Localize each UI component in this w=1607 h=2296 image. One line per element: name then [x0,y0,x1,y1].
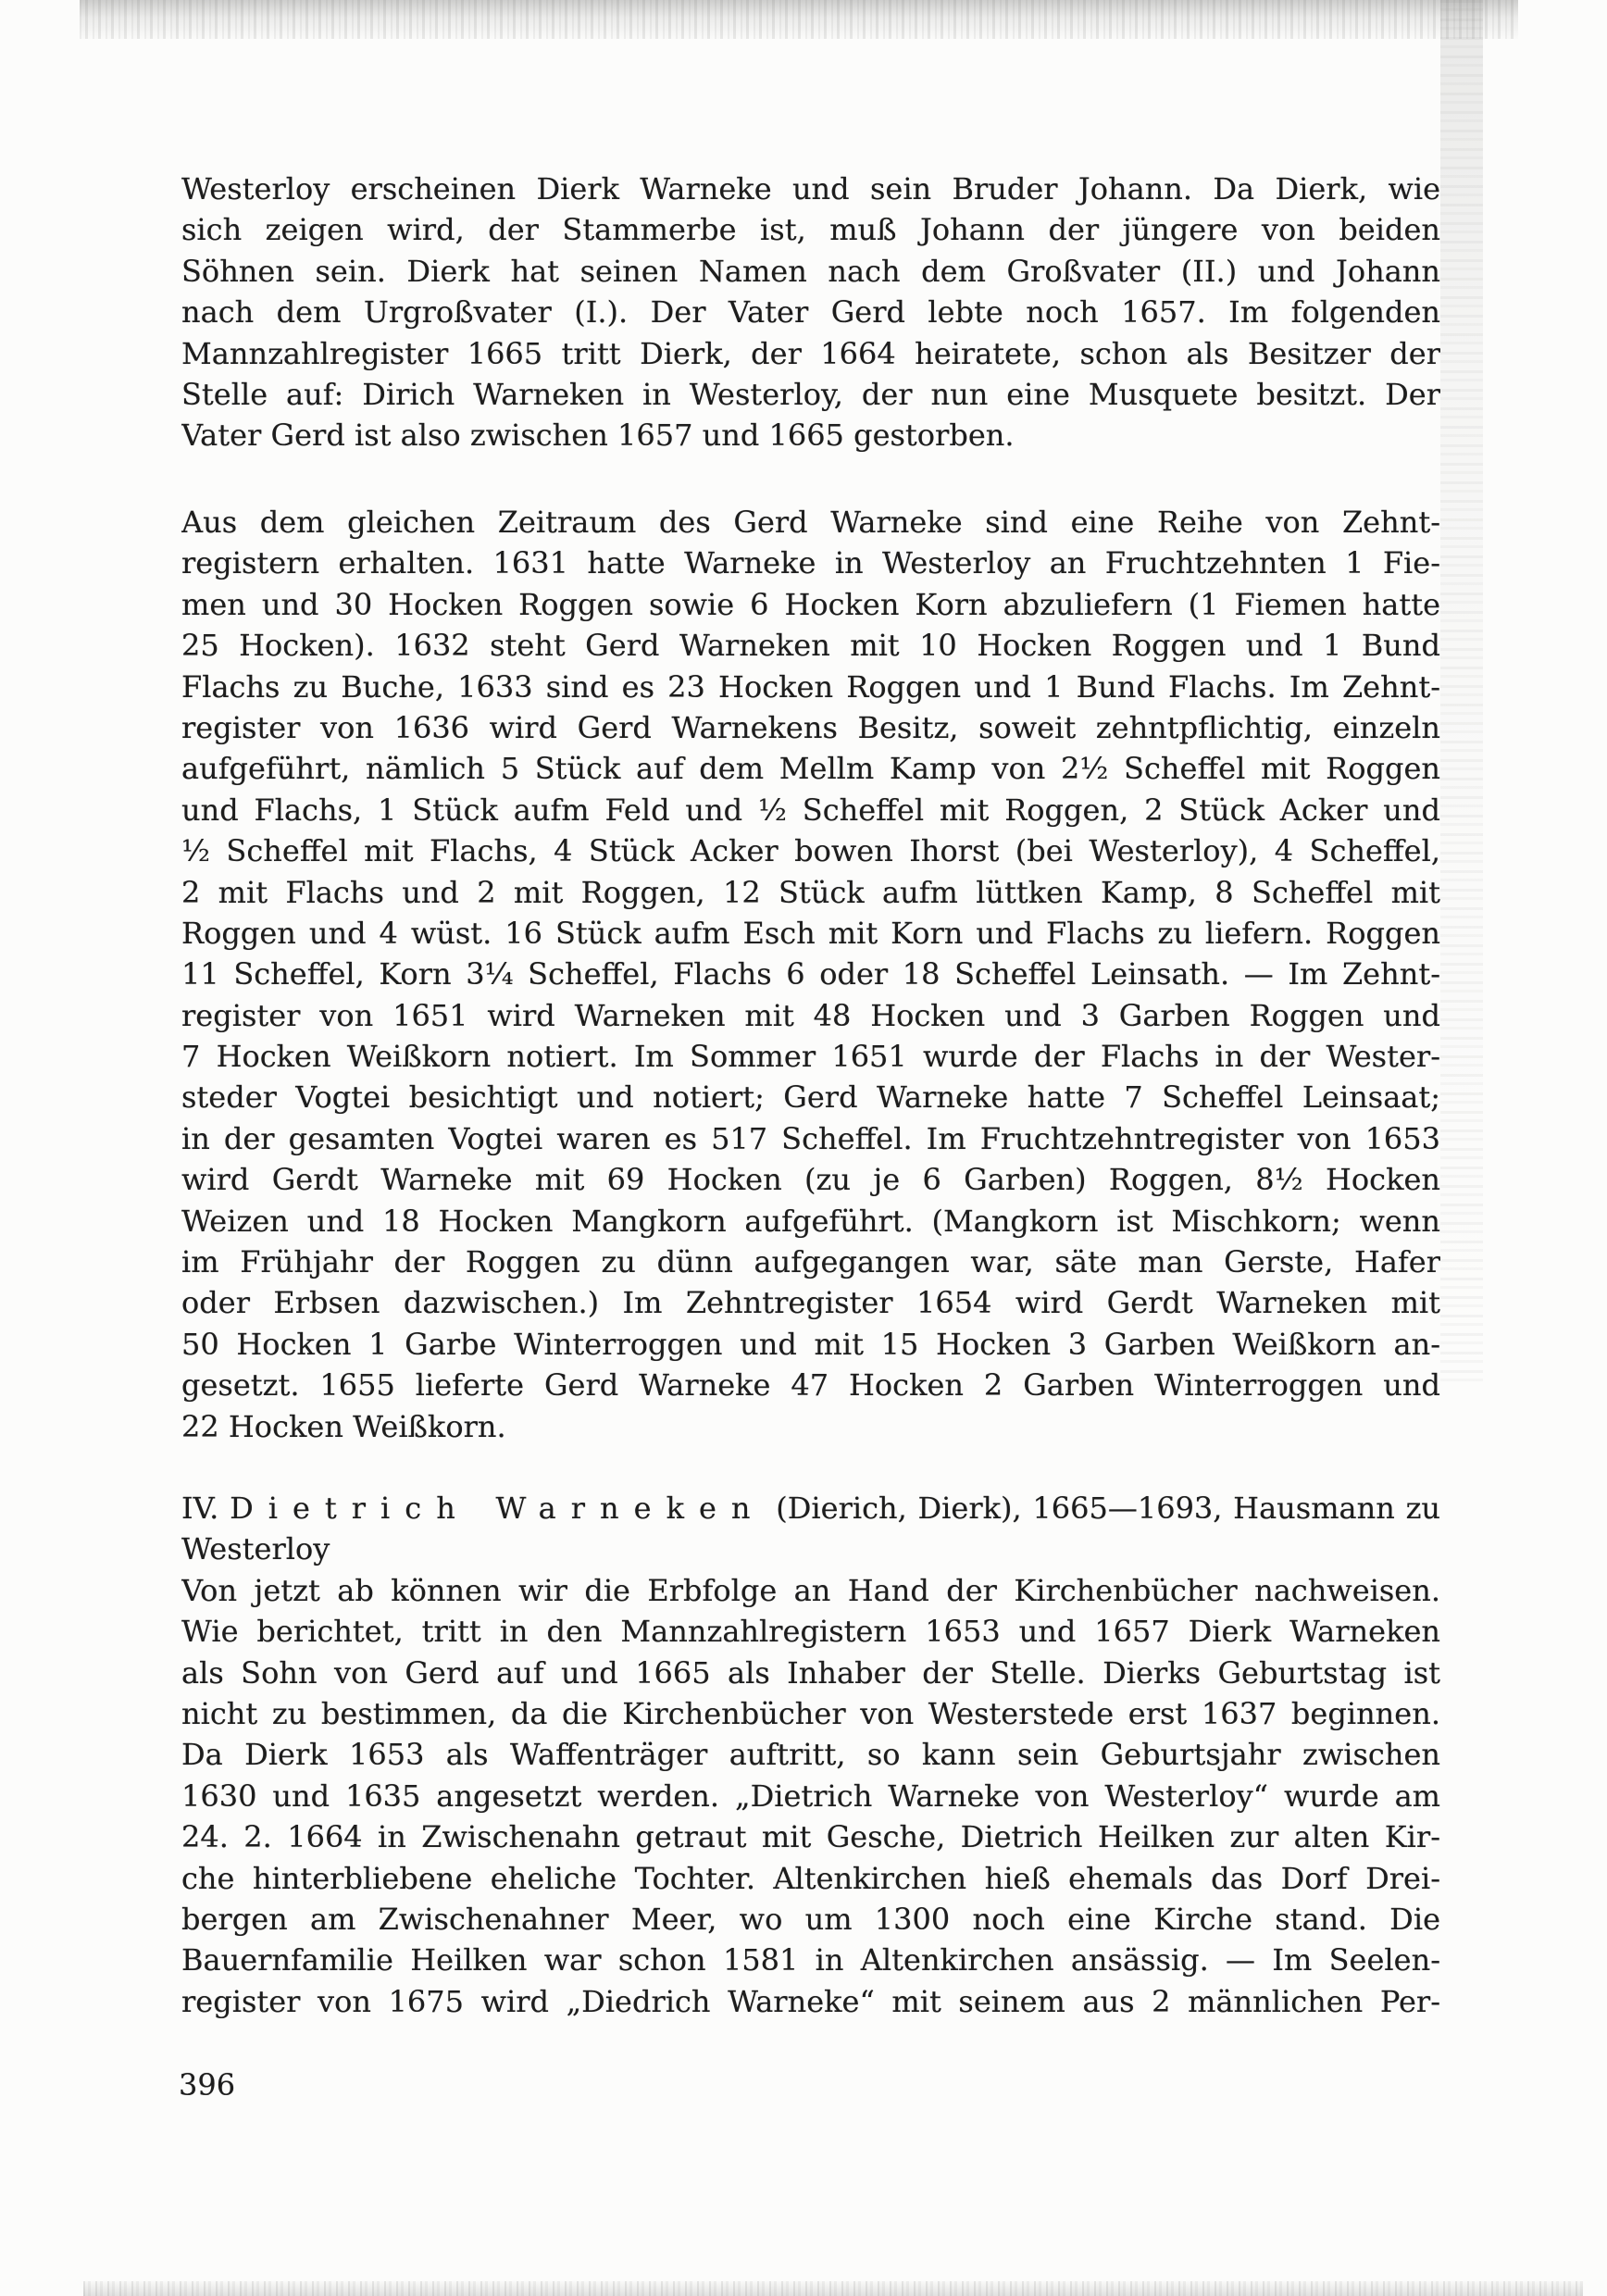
text-line: che hinterbliebene eheliche Tochter. Altenkirchen hieß ehemals das Dorf Drei- [181,1860,1440,1896]
text-line: Roggen und 4 wüst. 16 Stück aufm Esch mit Korn und Flachs zu liefern. Roggen [181,915,1440,951]
text-line: oder Erbsen dazwischen.) Im Zehntregister 1654 wird Gerdt Warneken mit [181,1285,1440,1321]
text-line: Da Dierk 1653 als Waffenträger auftritt, so kann sein Geburtsjahr zwischen [181,1737,1440,1773]
text-line: Flachs zu Buche, 1633 sind es 23 Hocken Roggen und 1 Bund Flachs. Im Zehnt- [181,668,1440,705]
text-line: 11 Scheffel, Korn 3¹⁄₄ Scheffel, Flachs 6 oder 18 Scheffel Leinsath. — Im Zehnt- [181,956,1440,992]
text-line: 25 Hocken). 1632 steht Gerd Warneken mit 10 Hocken Roggen und 1 Bund [181,628,1440,664]
text-line: 7 Hocken Weißkorn notiert. Im Sommer 1651 wurde der Flachs in der Wester- [181,1039,1440,1075]
text-line: Von jetzt ab können wir die Erbfolge an Hand der Kirchenbücher nachweisen. [181,1572,1440,1608]
scan-artifact-top-band [80,0,1518,39]
text-line: wird Gerdt Warneke mit 69 Hocken (zu je 6 Garben) Roggen, 8¹⁄₂ Hocken [181,1162,1440,1198]
text-line: in der gesamten Vogtei waren es 517 Scheffel. Im Fruchtzehntregister von 1653 [181,1120,1440,1156]
text-line: gesetzt. 1655 lieferte Gerd Warneke 47 Hocken 2 Garben Winterroggen und [181,1367,1440,1404]
section-numeral: IV. [181,1491,219,1526]
text-line: registern erhalten. 1631 hatte Warneke in Westerloy an Fruchtzehnten 1 Fie- [181,545,1440,581]
text-line: aufgeführt, nämlich 5 Stück auf dem Mellm Kamp von 2¹⁄₂ Scheffel mit Roggen [181,751,1440,787]
text-line: Aus dem gleichen Zeitraum des Gerd Warneke sind eine Reihe von Zehnt- [181,505,1440,540]
section-heading-line2: Westerloy [181,1531,330,1567]
text-line: sich zeigen wird, der Stammerbe ist, muß Johann der jüngere von beiden [181,212,1440,248]
text-line: steder Vogtei besichtigt und notiert; Gerd Warneke hatte 7 Scheffel Leinsaat; [181,1079,1440,1116]
text-line: 2 mit Flachs und 2 mit Roggen, 12 Stück aufm lüttken Kamp, 8 Scheffel mit [181,874,1440,910]
text-line: Weizen und 18 Hocken Mangkorn aufgeführt. (Mangkorn ist Mischkorn; wenn [181,1203,1440,1239]
text-line: Vater Gerd ist also zwischen 1657 und 1665 gestorben. [181,418,1015,454]
text-line: 24. 2. 1664 in Zwischenahn getraut mit Gesche, Dietrich Heilken zur alten Kir- [181,1819,1440,1855]
text-line: Wie berichtet, tritt in den Mannzahlregistern 1653 und 1657 Dierk Warneken [181,1614,1440,1650]
text-line: men und 30 Hocken Roggen sowie 6 Hocken Korn abzuliefern (1 Fiemen hatte [181,586,1440,622]
text-line: im Frühjahr der Roggen zu dünn aufgegangen war, säte man Gerste, Hafer [181,1244,1440,1280]
text-line: als Sohn von Gerd auf und 1665 als Inhaber der Stelle. Dierks Geburtstag ist [181,1654,1440,1691]
text-line: nach dem Urgroßvater (I.). Der Vater Gerd lebte noch 1657. Im folgenden [181,294,1440,331]
text-line: 1630 und 1635 angesetzt werden. „Dietrich Warneke von Westerloy“ wurde am [181,1778,1440,1814]
page-number: 396 [179,2067,236,2103]
text-line: register von 1636 wird Gerd Warnekens Besitz, soweit zehntpflichtig, einzeln [181,709,1440,745]
text-line: nicht zu bestimmen, da die Kirchenbücher von Westerstede erst 1637 beginnen. [181,1695,1440,1731]
section-person-name: Dietrich Warneken [230,1491,766,1526]
section-heading-suffix: (Dierich, Dierk), 1665—1693, Hausmann zu [776,1491,1440,1526]
scan-artifact-right-band [1440,0,1483,1389]
text-line: 50 Hocken 1 Garbe Winterroggen und mit 15 Hocken 3 Garben Weißkorn an- [181,1326,1440,1362]
text-line: Mannzahlregister 1665 tritt Dierk, der 1664 heiratete, schon als Besitzer der [181,335,1440,371]
section-body [181,1570,1440,2022]
text-line: register von 1651 wird Warneken mit 48 Hocken und 3 Garben Roggen und [181,997,1440,1033]
text-line: ¹⁄₂ Scheffel mit Flachs, 4 Stück Acker bowen Ihorst (bei Westerloy), 4 Scheffel, [181,833,1440,869]
text-line: und Flachs, 1 Stück aufm Feld und ¹⁄₂ Scheffel mit Roggen, 2 Stück Acker und [181,792,1440,828]
scan-artifact-bottom-band [83,2281,1583,2296]
text-line: register von 1675 wird „Diedrich Warneke“ mit seinem aus 2 männlichen Per- [181,1983,1440,2019]
text-line: Söhnen sein. Dierk hat seinen Namen nach dem Großvater (II.) und Johann [181,253,1440,289]
text-line: 22 Hocken Weißkorn. [181,1408,506,1444]
text-line: Stelle auf: Dirich Warneken in Westerloy, der nun eine Musquete besitzt. Der [181,376,1440,412]
paragraph-dierk-johann [181,168,1440,456]
text-line: Bauernfamilie Heilken war schon 1581 in Altenkirchen ansässig. — Im Seelen- [181,1942,1440,1978]
text-line: bergen am Zwischenahner Meer, wo um 1300 noch eine Kirche stand. Die [181,1901,1440,1937]
paragraph-zehntregister [181,502,1440,1447]
section-iv [181,1488,1440,2022]
section-heading-line1 [181,1488,1440,1529]
text-line: Westerloy erscheinen Dierk Warneke und sein Bruder Johann. Da Dierk, wie [181,171,1440,206]
